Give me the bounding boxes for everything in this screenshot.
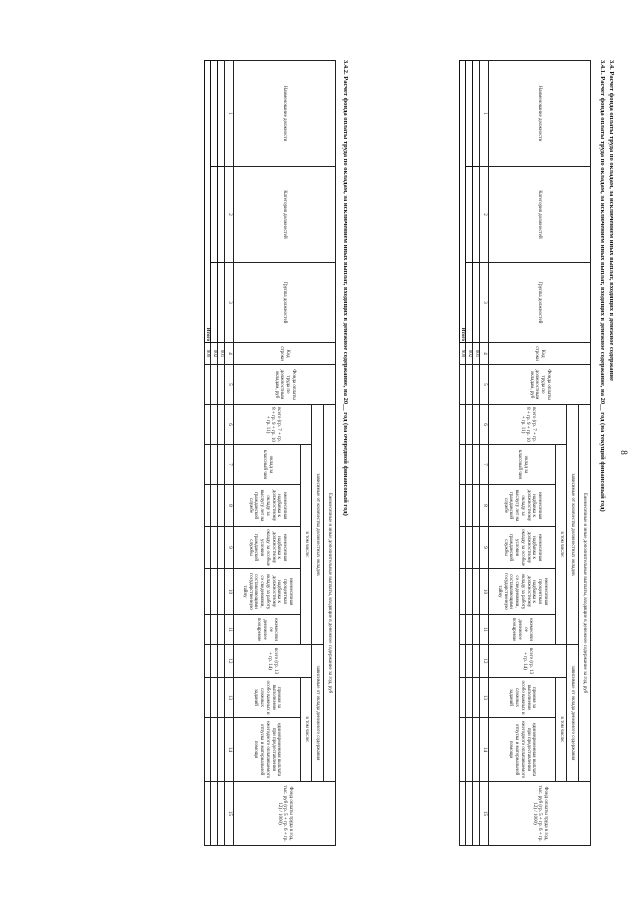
input-cell[interactable] xyxy=(459,405,466,445)
column-number: 4 xyxy=(225,343,234,365)
input-cell[interactable] xyxy=(218,527,225,569)
input-cell[interactable] xyxy=(204,782,211,846)
page-number: 8 xyxy=(619,450,629,455)
header-total-2: всего (гр. 13 + гр. 14) xyxy=(489,645,567,678)
header-seniority-bonus: ежемесячная надбавка к должностному окладу за выслугу лет на гражданской службе xyxy=(489,485,556,527)
column-number: 3 xyxy=(225,263,234,343)
column-number: 6 xyxy=(225,405,234,445)
row-code: 001 xyxy=(218,343,225,365)
input-cell[interactable] xyxy=(204,569,211,615)
column-number: 7 xyxy=(225,445,234,485)
header-state-secret: ежемесячная процентная надбавка к должностному окладу за работу со сведениями, составляющими государственную тайну xyxy=(489,569,556,615)
input-cell[interactable] xyxy=(459,645,466,678)
header-salary-fund: Фонда оплаты труда по должностным окладам, руб xyxy=(489,365,591,405)
input-cell[interactable] xyxy=(218,718,225,782)
input-cell[interactable] xyxy=(211,718,218,782)
input-cell[interactable] xyxy=(466,615,473,645)
header-state-secret: ежемесячная процентная надбавка к должностному окладу за работу со сведениями, составляющими государственную тайну xyxy=(234,569,301,615)
table-row xyxy=(211,61,218,846)
input-cell[interactable] xyxy=(473,678,480,718)
header-position-category: Категория должностей xyxy=(489,167,591,263)
input-cell[interactable] xyxy=(218,569,225,615)
input-cell[interactable] xyxy=(211,569,218,615)
input-cell[interactable] xyxy=(218,645,225,678)
column-number: 2 xyxy=(225,167,234,263)
input-cell[interactable] xyxy=(211,167,218,263)
header-position-name: Наименование должности xyxy=(489,61,591,167)
column-number: 12 xyxy=(480,645,489,678)
column-number: 1 xyxy=(225,61,234,167)
input-cell[interactable] xyxy=(218,678,225,718)
column-number: 8 xyxy=(225,485,234,527)
header-total-1: всего (гр. 7 + гр. 8 + гр. 9 + гр. 10 + гр. 11) xyxy=(489,405,567,445)
input-cell[interactable] xyxy=(473,615,480,645)
header-in-that-number-2: в том числе: xyxy=(301,678,312,782)
table-row xyxy=(466,61,473,846)
header-extra-payments: Ежемесячные и иные дополнительные выплаты, входящие в денежное содержание за год, руб xyxy=(324,405,336,782)
input-cell[interactable] xyxy=(218,445,225,485)
input-cell[interactable] xyxy=(204,645,211,678)
input-cell[interactable] xyxy=(466,678,473,718)
column-number: 14 xyxy=(225,718,234,782)
input-cell[interactable] xyxy=(459,615,466,645)
column-number-row xyxy=(225,61,234,846)
input-cell[interactable] xyxy=(473,485,480,527)
header-monthly-incentive: ежемесячное денежное поощрение xyxy=(489,615,556,645)
input-cell[interactable] xyxy=(473,718,480,782)
input-cell[interactable] xyxy=(459,569,466,615)
header-position-category: Категория должностей xyxy=(234,167,336,263)
input-cell[interactable] xyxy=(211,61,218,167)
input-cell[interactable] xyxy=(459,365,466,405)
input-cell[interactable] xyxy=(218,365,225,405)
input-cell[interactable] xyxy=(218,167,225,263)
header-special-conditions: ежемесячная надбавка к должностному окладу за особые условия гражданской службы xyxy=(234,527,301,569)
input-cell[interactable] xyxy=(204,718,211,782)
input-cell[interactable] xyxy=(466,405,473,445)
row-code: 002 xyxy=(211,343,218,365)
input-cell[interactable] xyxy=(211,485,218,527)
input-cell[interactable] xyxy=(473,569,480,615)
header-dependent-on-pay: зависимые от оклада денежного содержания xyxy=(312,645,324,782)
header-position-name: Наименование должности xyxy=(234,61,336,167)
input-cell[interactable] xyxy=(459,718,466,782)
input-cell[interactable] xyxy=(466,645,473,678)
header-one-time-payment: единовременная выплата при предоставлении ежегодного оплачиваемого отпуска и материальной помощи xyxy=(234,718,301,782)
input-cell[interactable] xyxy=(466,782,473,846)
header-class-rank: оклад за классный чин xyxy=(489,445,556,485)
section-title: 3.4. Расчет фонда оплаты труда по окладам, за исключением иных выплат, входящих в денежное содержание xyxy=(608,60,615,381)
input-cell[interactable] xyxy=(466,365,473,405)
input-cell[interactable] xyxy=(473,527,480,569)
input-cell[interactable] xyxy=(218,782,225,846)
input-cell[interactable] xyxy=(459,485,466,527)
column-number: 7 xyxy=(480,445,489,485)
column-number: 1 xyxy=(480,61,489,167)
column-number: 3 xyxy=(480,263,489,343)
input-cell[interactable] xyxy=(211,678,218,718)
input-cell[interactable] xyxy=(473,405,480,445)
input-cell[interactable] xyxy=(466,527,473,569)
input-cell[interactable] xyxy=(466,445,473,485)
column-number: 9 xyxy=(480,527,489,569)
input-cell[interactable] xyxy=(204,445,211,485)
header-in-that-number: в том числе: xyxy=(556,445,567,645)
salary-fund-table-next xyxy=(204,60,336,846)
header-one-time-payment: единовременная выплата при предоставлении ежегодного оплачиваемого отпуска и материальной помощи xyxy=(489,718,556,782)
input-cell[interactable] xyxy=(466,718,473,782)
column-number: 14 xyxy=(480,718,489,782)
column-number: 11 xyxy=(225,615,234,645)
table-1-title: 3.4.1. Расчет фонда оплаты труда по окладам, за исключением иных выплат, входящих в денежное содержание, на 20__ год (на текущий финансовый год) xyxy=(599,60,606,512)
header-total-1: всего (гр. 7 + гр. 8 + гр. 9 + гр. 10 + гр. 11) xyxy=(234,405,312,445)
header-row-code: Код строки xyxy=(234,343,336,365)
column-number: 8 xyxy=(480,485,489,527)
input-cell[interactable] xyxy=(204,615,211,645)
input-cell[interactable] xyxy=(204,485,211,527)
column-number: 11 xyxy=(480,615,489,645)
input-cell[interactable] xyxy=(211,645,218,678)
column-number: 15 xyxy=(225,782,234,846)
input-cell[interactable] xyxy=(218,263,225,343)
input-cell[interactable] xyxy=(211,527,218,569)
header-row-code: Код строки xyxy=(489,343,591,365)
column-number: 13 xyxy=(480,678,489,718)
total-row xyxy=(459,61,466,846)
column-number: 10 xyxy=(480,569,489,615)
header-extra-payments: Ежемесячные и иные дополнительные выплаты, входящие в денежное содержание за год, руб xyxy=(579,405,591,782)
total-code: 900 xyxy=(204,343,211,365)
header-position-group: Группа должностей xyxy=(489,263,591,343)
input-cell[interactable] xyxy=(473,167,480,263)
input-cell[interactable] xyxy=(466,167,473,263)
input-cell[interactable] xyxy=(466,263,473,343)
column-number: 13 xyxy=(225,678,234,718)
column-number: 10 xyxy=(225,569,234,615)
input-cell[interactable] xyxy=(466,485,473,527)
input-cell[interactable] xyxy=(204,678,211,718)
salary-fund-table-current xyxy=(459,60,591,846)
input-cell[interactable] xyxy=(204,365,211,405)
column-number: 4 xyxy=(480,343,489,365)
header-in-that-number: в том числе: xyxy=(301,445,312,645)
table-row xyxy=(218,61,225,846)
header-fund-total: Фонд оплаты труда в год, тыс. руб (гр. 5 + гр. 6 + гр. 12) / 1000) xyxy=(489,782,591,846)
input-cell[interactable] xyxy=(211,782,218,846)
input-cell[interactable] xyxy=(218,405,225,445)
header-dependent-on-salary: зависимые от количества должностных окладов xyxy=(312,405,324,645)
input-cell[interactable] xyxy=(211,365,218,405)
row-code: 002 xyxy=(466,343,473,365)
input-cell[interactable] xyxy=(473,445,480,485)
header-in-that-number-2: в том числе: xyxy=(556,678,567,782)
header-salary-fund: Фонда оплаты труда по должностным окладам, руб xyxy=(234,365,336,405)
input-cell[interactable] xyxy=(211,445,218,485)
header-position-group: Группа должностей xyxy=(234,263,336,343)
header-class-rank: оклад за классный чин xyxy=(234,445,301,485)
row-code: 001 xyxy=(473,343,480,365)
input-cell[interactable] xyxy=(459,678,466,718)
total-code: 900 xyxy=(459,343,466,365)
input-cell[interactable] xyxy=(466,569,473,615)
input-cell[interactable] xyxy=(473,365,480,405)
header-special-conditions: ежемесячная надбавка к должностному окладу за особые условия гражданской службы xyxy=(489,527,556,569)
header-seniority-bonus: ежемесячная надбавка к должностному окладу за выслугу лет на гражданской службе xyxy=(234,485,301,527)
input-cell[interactable] xyxy=(204,405,211,445)
total-row xyxy=(204,61,211,846)
column-number: 5 xyxy=(480,365,489,405)
table-2-title: 3.4.2. Расчет фонда оплаты труда по окладам, за исключением иных выплат, входящих в денежное содержание, на 20__ год (на очередной финансовый год) xyxy=(342,60,349,516)
input-cell[interactable] xyxy=(211,263,218,343)
input-cell[interactable] xyxy=(459,527,466,569)
column-number: 12 xyxy=(225,645,234,678)
input-cell[interactable] xyxy=(459,782,466,846)
input-cell[interactable] xyxy=(473,645,480,678)
column-number: 9 xyxy=(225,527,234,569)
header-fund-total: Фонд оплаты труда в год, тыс. руб (гр. 5 + гр. 6 + гр. 12) / 1000) xyxy=(234,782,336,846)
header-important-tasks: премия за выполнение особо важных и сложных заданий xyxy=(489,678,556,718)
header-dependent-on-salary: зависимые от количества должностных окладов xyxy=(567,405,579,645)
table-row xyxy=(473,61,480,846)
input-cell[interactable] xyxy=(466,61,473,167)
header-total-2: всего (гр. 13 + гр. 14) xyxy=(234,645,312,678)
input-cell[interactable] xyxy=(473,263,480,343)
column-number: 15 xyxy=(480,782,489,846)
header-monthly-incentive: ежемесячное денежное поощрение xyxy=(234,615,301,645)
input-cell[interactable] xyxy=(459,445,466,485)
input-cell[interactable] xyxy=(204,527,211,569)
input-cell[interactable] xyxy=(211,405,218,445)
input-cell[interactable] xyxy=(218,485,225,527)
input-cell[interactable] xyxy=(218,61,225,167)
header-dependent-on-pay: зависимые от оклада денежного содержания xyxy=(567,645,579,782)
header-important-tasks: премия за выполнение особо важных и сложных заданий xyxy=(234,678,301,718)
column-number: 2 xyxy=(480,167,489,263)
column-number: 5 xyxy=(225,365,234,405)
input-cell[interactable] xyxy=(473,61,480,167)
input-cell[interactable] xyxy=(218,615,225,645)
input-cell[interactable] xyxy=(211,615,218,645)
total-label: Итого xyxy=(459,61,466,343)
total-label: Итого xyxy=(204,61,211,343)
column-number: 6 xyxy=(480,405,489,445)
input-cell[interactable] xyxy=(473,782,480,846)
column-number-row xyxy=(480,61,489,846)
